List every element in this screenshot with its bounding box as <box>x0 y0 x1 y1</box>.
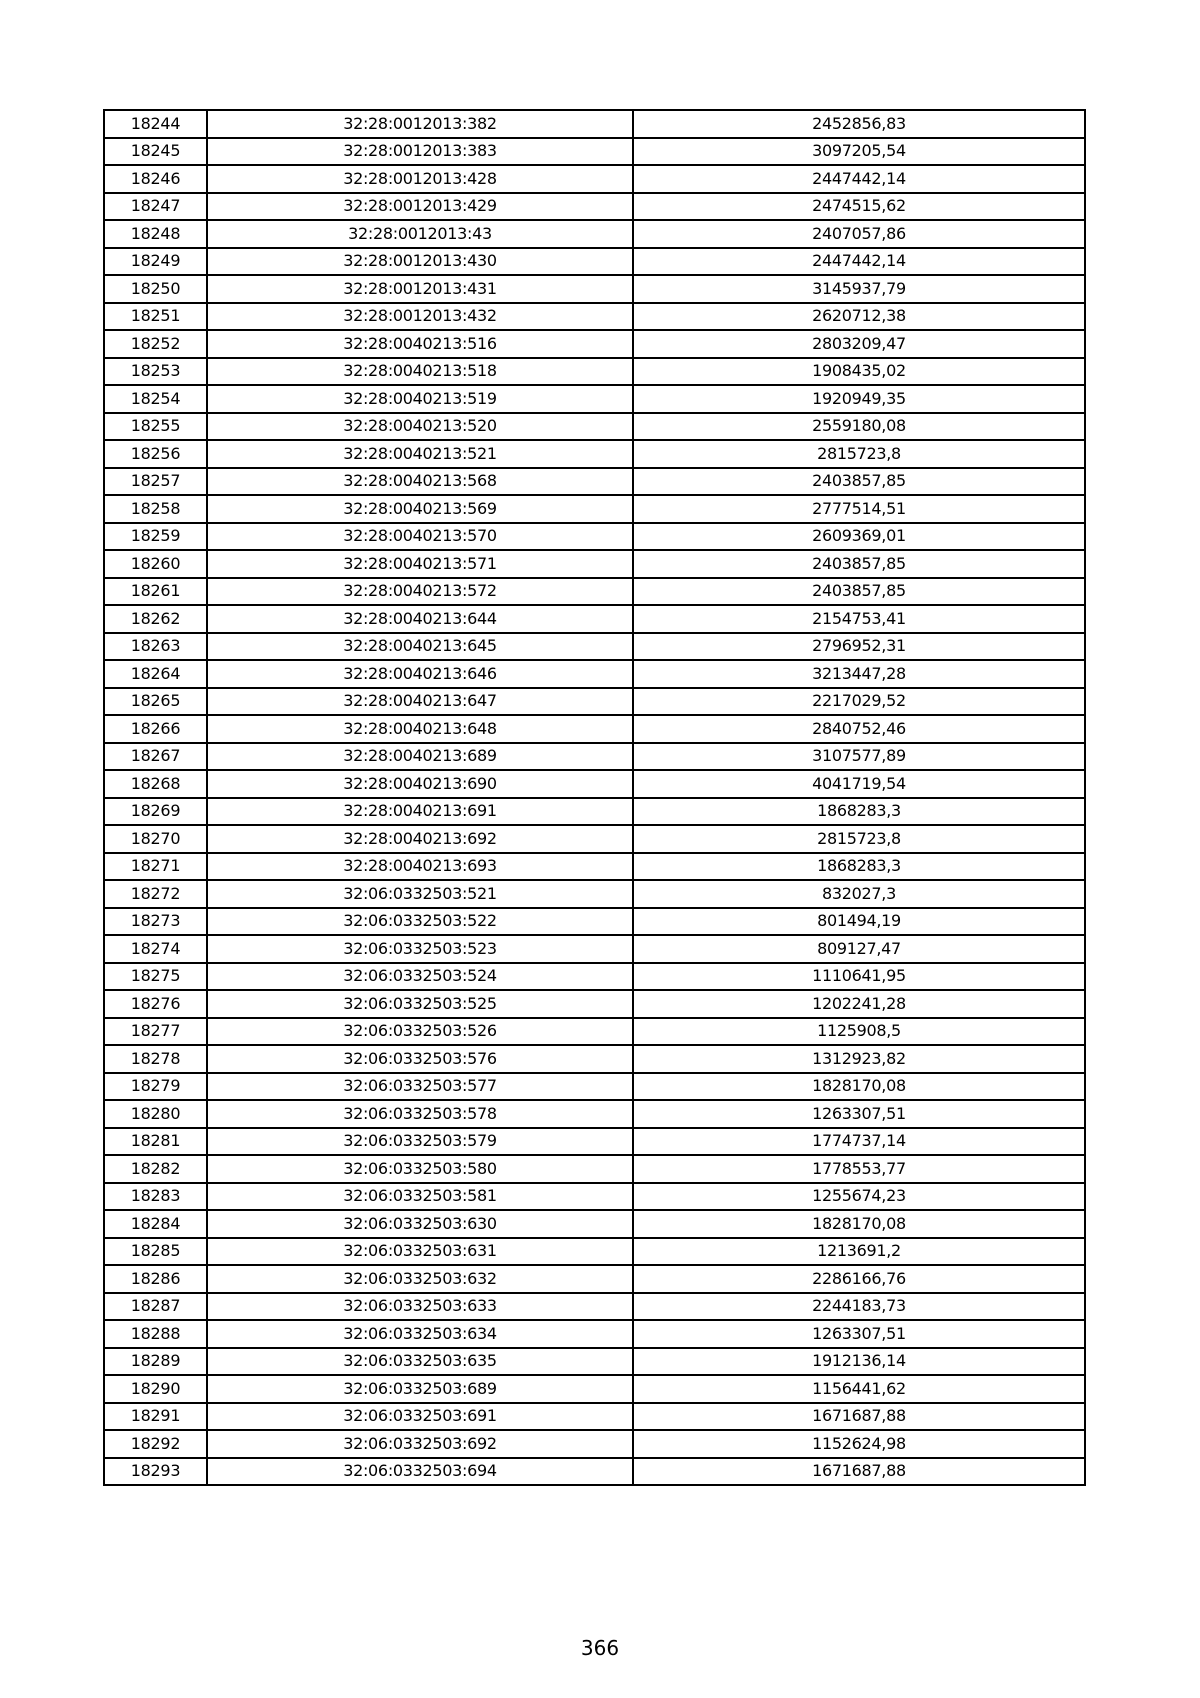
table-row <box>104 605 1085 633</box>
table-row <box>104 220 1085 248</box>
cadastral-number-cell: 32:28:0012013:429 <box>207 193 633 221</box>
value-cell: 1255674,23 <box>633 1183 1085 1211</box>
table-body <box>104 110 1085 1485</box>
cadastral-number-cell: 32:28:0012013:432 <box>207 303 633 331</box>
cadastral-number-cell: 32:28:0040213:519 <box>207 385 633 413</box>
value-cell: 2286166,76 <box>633 1265 1085 1293</box>
row-number-cell: 18263 <box>104 633 207 661</box>
value-cell: 2217029,52 <box>633 688 1085 716</box>
row-number-cell: 18282 <box>104 1155 207 1183</box>
cadastral-number-cell: 32:28:0040213:521 <box>207 440 633 468</box>
cadastral-number-cell: 32:28:0040213:646 <box>207 660 633 688</box>
cadastral-number-cell: 32:28:0040213:689 <box>207 743 633 771</box>
row-number-cell: 18273 <box>104 908 207 936</box>
cadastral-number-cell: 32:28:0012013:430 <box>207 248 633 276</box>
row-number-cell: 18291 <box>104 1403 207 1431</box>
cadastral-number-cell: 32:06:0332503:694 <box>207 1458 633 1486</box>
table-row <box>104 963 1085 991</box>
table-row <box>104 798 1085 826</box>
table-row <box>104 1403 1085 1431</box>
cadastral-number-cell: 32:06:0332503:576 <box>207 1045 633 1073</box>
value-cell: 2244183,73 <box>633 1293 1085 1321</box>
table-row <box>104 1265 1085 1293</box>
table-row <box>104 1045 1085 1073</box>
row-number-cell: 18280 <box>104 1100 207 1128</box>
table-row <box>104 880 1085 908</box>
data-table-container <box>103 109 1084 1486</box>
cadastral-number-cell: 32:28:0040213:693 <box>207 853 633 881</box>
value-cell: 1213691,2 <box>633 1238 1085 1266</box>
row-number-cell: 18248 <box>104 220 207 248</box>
value-cell: 3107577,89 <box>633 743 1085 771</box>
table-row <box>104 1073 1085 1101</box>
cadastral-number-cell: 32:28:0012013:428 <box>207 165 633 193</box>
cadastral-number-cell: 32:06:0332503:577 <box>207 1073 633 1101</box>
cadastral-number-cell: 32:28:0040213:568 <box>207 468 633 496</box>
row-number-cell: 18249 <box>104 248 207 276</box>
cadastral-number-cell: 32:06:0332503:630 <box>207 1210 633 1238</box>
table-row <box>104 138 1085 166</box>
value-cell: 1778553,77 <box>633 1155 1085 1183</box>
row-number-cell: 18288 <box>104 1320 207 1348</box>
value-cell: 1263307,51 <box>633 1320 1085 1348</box>
cadastral-number-cell: 32:06:0332503:689 <box>207 1375 633 1403</box>
row-number-cell: 18271 <box>104 853 207 881</box>
value-cell: 3213447,28 <box>633 660 1085 688</box>
row-number-cell: 18254 <box>104 385 207 413</box>
cadastral-number-cell: 32:06:0332503:631 <box>207 1238 633 1266</box>
value-cell: 2403857,85 <box>633 468 1085 496</box>
table-row <box>104 165 1085 193</box>
value-cell: 2840752,46 <box>633 715 1085 743</box>
data-table <box>103 109 1086 1486</box>
value-cell: 2620712,38 <box>633 303 1085 331</box>
value-cell: 2447442,14 <box>633 248 1085 276</box>
row-number-cell: 18262 <box>104 605 207 633</box>
row-number-cell: 18277 <box>104 1018 207 1046</box>
value-cell: 1671687,88 <box>633 1458 1085 1486</box>
cadastral-number-cell: 32:06:0332503:521 <box>207 880 633 908</box>
row-number-cell: 18267 <box>104 743 207 771</box>
cadastral-number-cell: 32:28:0040213:518 <box>207 358 633 386</box>
cadastral-number-cell: 32:06:0332503:692 <box>207 1430 633 1458</box>
cadastral-number-cell: 32:06:0332503:635 <box>207 1348 633 1376</box>
row-number-cell: 18245 <box>104 138 207 166</box>
table-row <box>104 468 1085 496</box>
row-number-cell: 18285 <box>104 1238 207 1266</box>
value-cell: 1156441,62 <box>633 1375 1085 1403</box>
table-row <box>104 1458 1085 1486</box>
value-cell: 1774737,14 <box>633 1128 1085 1156</box>
cadastral-number-cell: 32:28:0012013:383 <box>207 138 633 166</box>
value-cell: 1868283,3 <box>633 798 1085 826</box>
cadastral-number-cell: 32:28:0040213:691 <box>207 798 633 826</box>
cadastral-number-cell: 32:06:0332503:525 <box>207 990 633 1018</box>
row-number-cell: 18290 <box>104 1375 207 1403</box>
cadastral-number-cell: 32:28:0040213:692 <box>207 825 633 853</box>
value-cell: 2815723,8 <box>633 825 1085 853</box>
cadastral-number-cell: 32:28:0040213:570 <box>207 523 633 551</box>
value-cell: 1125908,5 <box>633 1018 1085 1046</box>
table-row <box>104 743 1085 771</box>
value-cell: 801494,19 <box>633 908 1085 936</box>
value-cell: 1828170,08 <box>633 1210 1085 1238</box>
table-row <box>104 330 1085 358</box>
page-number: 366 <box>580 1636 620 1660</box>
table-row <box>104 275 1085 303</box>
value-cell: 1828170,08 <box>633 1073 1085 1101</box>
table-row <box>104 550 1085 578</box>
cadastral-number-cell: 32:06:0332503:691 <box>207 1403 633 1431</box>
value-cell: 3097205,54 <box>633 138 1085 166</box>
row-number-cell: 18259 <box>104 523 207 551</box>
table-row <box>104 385 1085 413</box>
value-cell: 2403857,85 <box>633 550 1085 578</box>
cadastral-number-cell: 32:28:0012013:382 <box>207 110 633 138</box>
table-row <box>104 770 1085 798</box>
row-number-cell: 18246 <box>104 165 207 193</box>
row-number-cell: 18272 <box>104 880 207 908</box>
value-cell: 1110641,95 <box>633 963 1085 991</box>
table-row <box>104 1128 1085 1156</box>
value-cell: 2403857,85 <box>633 578 1085 606</box>
row-number-cell: 18293 <box>104 1458 207 1486</box>
table-row <box>104 688 1085 716</box>
cadastral-number-cell: 32:28:0040213:520 <box>207 413 633 441</box>
row-number-cell: 18265 <box>104 688 207 716</box>
table-row <box>104 1100 1085 1128</box>
row-number-cell: 18269 <box>104 798 207 826</box>
row-number-cell: 18266 <box>104 715 207 743</box>
row-number-cell: 18279 <box>104 1073 207 1101</box>
table-row <box>104 853 1085 881</box>
cadastral-number-cell: 32:28:0040213:647 <box>207 688 633 716</box>
table-row <box>104 633 1085 661</box>
row-number-cell: 18281 <box>104 1128 207 1156</box>
row-number-cell: 18283 <box>104 1183 207 1211</box>
cadastral-number-cell: 32:28:0040213:644 <box>207 605 633 633</box>
row-number-cell: 18260 <box>104 550 207 578</box>
value-cell: 2559180,08 <box>633 413 1085 441</box>
value-cell: 2777514,51 <box>633 495 1085 523</box>
table-row <box>104 523 1085 551</box>
cadastral-number-cell: 32:06:0332503:634 <box>207 1320 633 1348</box>
value-cell: 1920949,35 <box>633 385 1085 413</box>
table-row <box>104 248 1085 276</box>
cadastral-number-cell: 32:28:0040213:648 <box>207 715 633 743</box>
value-cell: 1908435,02 <box>633 358 1085 386</box>
cadastral-number-cell: 32:28:0040213:571 <box>207 550 633 578</box>
row-number-cell: 18251 <box>104 303 207 331</box>
value-cell: 1868283,3 <box>633 853 1085 881</box>
table-row <box>104 715 1085 743</box>
row-number-cell: 18255 <box>104 413 207 441</box>
table-row <box>104 1018 1085 1046</box>
row-number-cell: 18275 <box>104 963 207 991</box>
value-cell: 1263307,51 <box>633 1100 1085 1128</box>
cadastral-number-cell: 32:28:0040213:690 <box>207 770 633 798</box>
value-cell: 2452856,83 <box>633 110 1085 138</box>
value-cell: 2803209,47 <box>633 330 1085 358</box>
row-number-cell: 18247 <box>104 193 207 221</box>
cadastral-number-cell: 32:06:0332503:522 <box>207 908 633 936</box>
row-number-cell: 18276 <box>104 990 207 1018</box>
table-row <box>104 358 1085 386</box>
value-cell: 3145937,79 <box>633 275 1085 303</box>
row-number-cell: 18252 <box>104 330 207 358</box>
table-row <box>104 825 1085 853</box>
cadastral-number-cell: 32:06:0332503:579 <box>207 1128 633 1156</box>
table-row <box>104 1238 1085 1266</box>
table-row <box>104 1210 1085 1238</box>
table-row <box>104 1183 1085 1211</box>
table-row <box>104 1320 1085 1348</box>
row-number-cell: 18292 <box>104 1430 207 1458</box>
table-row <box>104 413 1085 441</box>
table-row <box>104 1155 1085 1183</box>
cadastral-number-cell: 32:06:0332503:524 <box>207 963 633 991</box>
row-number-cell: 18284 <box>104 1210 207 1238</box>
cadastral-number-cell: 32:28:0012013:43 <box>207 220 633 248</box>
row-number-cell: 18258 <box>104 495 207 523</box>
table-row <box>104 578 1085 606</box>
value-cell: 2154753,41 <box>633 605 1085 633</box>
value-cell: 1912136,14 <box>633 1348 1085 1376</box>
row-number-cell: 18274 <box>104 935 207 963</box>
row-number-cell: 18256 <box>104 440 207 468</box>
value-cell: 1671687,88 <box>633 1403 1085 1431</box>
table-row <box>104 495 1085 523</box>
table-row <box>104 1375 1085 1403</box>
row-number-cell: 18270 <box>104 825 207 853</box>
cadastral-number-cell: 32:28:0040213:569 <box>207 495 633 523</box>
row-number-cell: 18257 <box>104 468 207 496</box>
table-row <box>104 660 1085 688</box>
cadastral-number-cell: 32:06:0332503:578 <box>207 1100 633 1128</box>
value-cell: 1152624,98 <box>633 1430 1085 1458</box>
table-row <box>104 935 1085 963</box>
table-row <box>104 990 1085 1018</box>
row-number-cell: 18253 <box>104 358 207 386</box>
value-cell: 2796952,31 <box>633 633 1085 661</box>
value-cell: 2474515,62 <box>633 193 1085 221</box>
table-row <box>104 193 1085 221</box>
table-row <box>104 440 1085 468</box>
cadastral-number-cell: 32:06:0332503:581 <box>207 1183 633 1211</box>
value-cell: 1202241,28 <box>633 990 1085 1018</box>
cadastral-number-cell: 32:06:0332503:580 <box>207 1155 633 1183</box>
cadastral-number-cell: 32:06:0332503:526 <box>207 1018 633 1046</box>
cadastral-number-cell: 32:28:0040213:516 <box>207 330 633 358</box>
row-number-cell: 18287 <box>104 1293 207 1321</box>
row-number-cell: 18268 <box>104 770 207 798</box>
cadastral-number-cell: 32:06:0332503:523 <box>207 935 633 963</box>
table-row <box>104 110 1085 138</box>
cadastral-number-cell: 32:06:0332503:633 <box>207 1293 633 1321</box>
value-cell: 2447442,14 <box>633 165 1085 193</box>
value-cell: 2407057,86 <box>633 220 1085 248</box>
table-row <box>104 1348 1085 1376</box>
cadastral-number-cell: 32:06:0332503:632 <box>207 1265 633 1293</box>
row-number-cell: 18286 <box>104 1265 207 1293</box>
value-cell: 2815723,8 <box>633 440 1085 468</box>
row-number-cell: 18244 <box>104 110 207 138</box>
value-cell: 4041719,54 <box>633 770 1085 798</box>
table-row <box>104 1430 1085 1458</box>
row-number-cell: 18264 <box>104 660 207 688</box>
cadastral-number-cell: 32:28:0040213:645 <box>207 633 633 661</box>
row-number-cell: 18261 <box>104 578 207 606</box>
value-cell: 832027,3 <box>633 880 1085 908</box>
row-number-cell: 18289 <box>104 1348 207 1376</box>
value-cell: 2609369,01 <box>633 523 1085 551</box>
value-cell: 809127,47 <box>633 935 1085 963</box>
cadastral-number-cell: 32:28:0040213:572 <box>207 578 633 606</box>
row-number-cell: 18250 <box>104 275 207 303</box>
cadastral-number-cell: 32:28:0012013:431 <box>207 275 633 303</box>
row-number-cell: 18278 <box>104 1045 207 1073</box>
value-cell: 1312923,82 <box>633 1045 1085 1073</box>
table-row <box>104 908 1085 936</box>
table-row <box>104 303 1085 331</box>
table-row <box>104 1293 1085 1321</box>
